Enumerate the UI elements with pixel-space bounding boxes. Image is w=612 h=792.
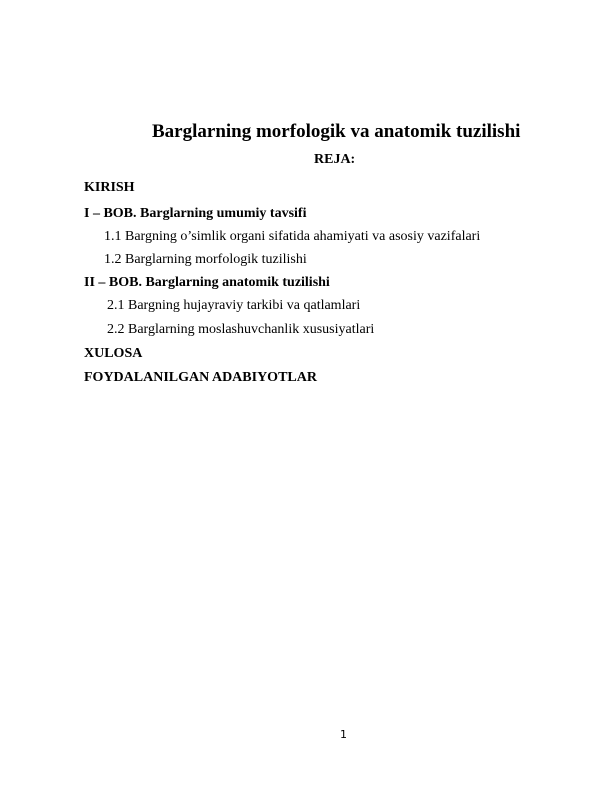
- toc-item-section-1-2: 1.2 Barglarning morfologik tuzilishi: [104, 252, 307, 267]
- toc-item-introduction: KIRISH: [84, 180, 135, 195]
- toc-item-section-2-2: 2.2 Barglarning moslashuvchanlik xususiyatlari: [107, 322, 375, 337]
- toc-item-conclusion: XULOSA: [84, 346, 143, 361]
- toc-item-chapter-1: I – BOB. Barglarning umumiy tavsifi: [84, 206, 307, 221]
- toc-item-section-2-1: 2.1 Bargning hujayraviy tarkibi va qatlamlari: [107, 298, 361, 313]
- plan-heading: REJA:: [314, 152, 356, 167]
- document-title: Barglarning morfologik va anatomik tuzilishi: [152, 121, 521, 142]
- toc-item-section-1-1: 1.1 Bargning o’simlik organi sifatida ahamiyati va asosiy vazifalari: [104, 229, 481, 244]
- toc-item-references: FOYDALANILGAN ADABIYOTLAR: [84, 370, 317, 385]
- page-number: 1: [340, 728, 347, 741]
- toc-item-chapter-2: II – BOB. Barglarning anatomik tuzilishi: [84, 275, 330, 290]
